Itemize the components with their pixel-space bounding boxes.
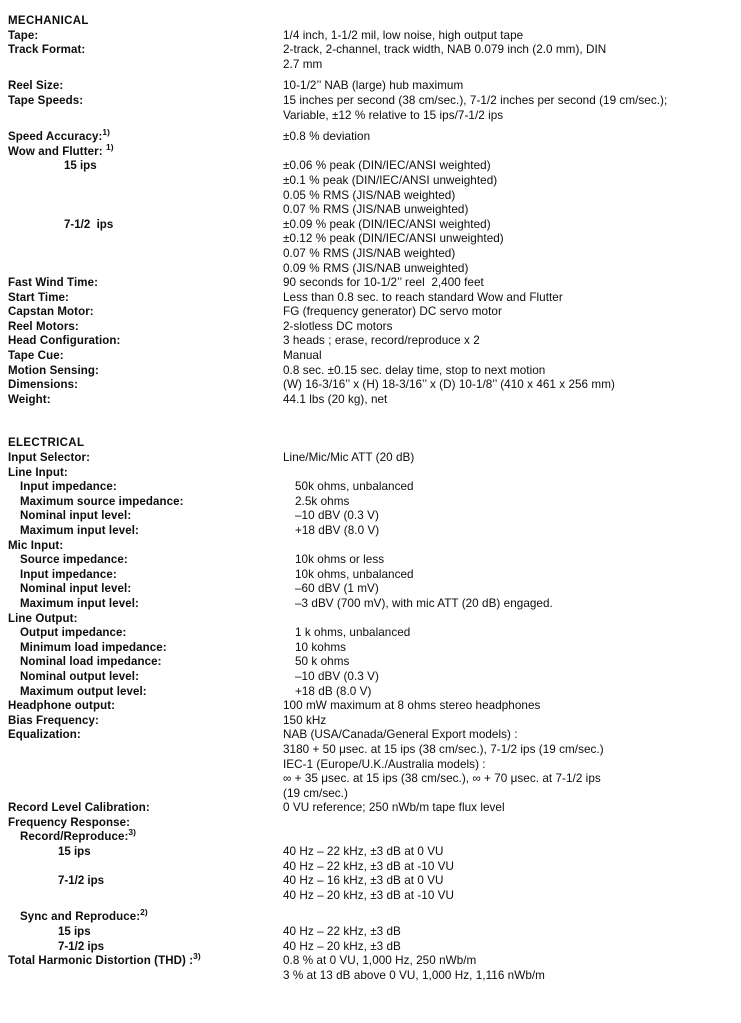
spec-row-speed bbox=[8, 159, 735, 217]
spec-row bbox=[8, 597, 735, 612]
spec-label: Minimum load impedance: bbox=[20, 641, 167, 654]
spacer bbox=[8, 407, 735, 436]
spec-row-speed bbox=[8, 218, 735, 276]
footnote-marker: 1) bbox=[105, 141, 114, 152]
spec-value: ±0.1 % peak (DIN/IEC/ANSI unweighted) bbox=[283, 173, 498, 187]
spec-values bbox=[295, 582, 735, 597]
spec-value: 2-slotless DC motors bbox=[283, 319, 393, 333]
spec-row bbox=[8, 626, 735, 641]
spec-row-group bbox=[8, 466, 735, 481]
spec-row bbox=[8, 685, 735, 700]
spec-values bbox=[283, 291, 735, 306]
spec-row bbox=[8, 364, 735, 379]
spec-row-equalization bbox=[8, 728, 735, 801]
spec-value: +18 dBV (8.0 V) bbox=[295, 524, 380, 537]
spec-value: 3180 + 50 μsec. at 15 ips (38 cm/sec.), 7-1/2 ips (19 cm/sec.) bbox=[283, 742, 604, 756]
spec-value: 40 Hz – 22 kHz, ±3 dB at 0 VU bbox=[283, 845, 444, 859]
spec-values bbox=[283, 364, 735, 379]
speed-label: 15 ips bbox=[58, 846, 91, 859]
section-mechanical bbox=[8, 14, 735, 407]
spec-value: ±0.06 % peak (DIN/IEC/ANSI weighted) bbox=[283, 159, 491, 173]
spec-values bbox=[283, 845, 735, 874]
spec-row-speed bbox=[8, 874, 735, 903]
spec-row bbox=[8, 641, 735, 656]
spec-label: Output impedance: bbox=[20, 627, 127, 640]
spec-row bbox=[8, 43, 735, 72]
spec-value: (W) 16-3/16’’ x (H) 18-3/16’’ x (D) 10-1/8’’ (410 x 461 x 256 mm) bbox=[283, 378, 615, 392]
spacer bbox=[8, 123, 735, 130]
spec-value: Less than 0.8 sec. to reach standard Wow and Flutter bbox=[283, 290, 563, 304]
spec-row bbox=[8, 276, 735, 291]
spec-values bbox=[283, 378, 735, 393]
spec-values bbox=[283, 218, 735, 276]
spec-row-speed bbox=[8, 845, 735, 874]
spec-row bbox=[8, 582, 735, 597]
spec-label-text: Speed Accuracy: bbox=[8, 131, 103, 144]
spec-value: +18 dB (8.0 V) bbox=[295, 684, 372, 698]
spec-row bbox=[8, 127, 735, 145]
spec-values bbox=[295, 553, 735, 568]
spec-label bbox=[8, 951, 283, 969]
spec-row bbox=[8, 553, 735, 568]
spec-row bbox=[8, 393, 735, 408]
spec-row-group bbox=[8, 539, 735, 554]
spec-label: Head Configuration: bbox=[8, 335, 121, 348]
spec-value: 2.5k ohms bbox=[295, 494, 350, 508]
spec-label: Input Selector: bbox=[8, 452, 91, 465]
section-heading-mechanical: MECHANICAL bbox=[8, 15, 89, 27]
spacer bbox=[8, 72, 735, 79]
spec-value: 2.7 mm bbox=[283, 57, 323, 71]
spec-value: 15 inches per second (38 cm/sec.), 7-1/2 inches per second (19 cm/sec.); bbox=[283, 93, 668, 107]
spec-value: 10-1/2’’ NAB (large) hub maximum bbox=[283, 79, 464, 93]
spec-row bbox=[8, 94, 735, 123]
spec-row bbox=[8, 334, 735, 349]
spec-value: ±0.09 % peak (DIN/IEC/ANSI weighted) bbox=[283, 217, 491, 231]
spec-value: 0.09 % RMS (JIS/NAB unweighted) bbox=[283, 261, 469, 275]
spec-value: 100 mW maximum at 8 ohms stereo headphones bbox=[283, 699, 541, 713]
spec-row bbox=[8, 29, 735, 44]
spec-row bbox=[8, 699, 735, 714]
spec-label-text: Wow and Flutter: bbox=[8, 145, 106, 158]
spec-values bbox=[283, 349, 735, 364]
spec-value: 90 seconds for 10-1/2’’ reel 2,400 feet bbox=[283, 276, 484, 290]
spec-value: 3 heads ; erase, record/reproduce x 2 bbox=[283, 334, 480, 348]
spec-row bbox=[8, 79, 735, 94]
footnote-marker: 3) bbox=[193, 951, 201, 962]
spec-values bbox=[295, 655, 735, 670]
speed-label: 7-1/2 ips bbox=[58, 875, 105, 888]
spec-row bbox=[8, 305, 735, 320]
spec-label: Fast Wind Time: bbox=[8, 277, 98, 290]
spec-label: Start Time: bbox=[8, 291, 69, 304]
spec-value: 10k ohms, unbalanced bbox=[295, 567, 414, 581]
spec-values bbox=[295, 480, 735, 495]
spec-value: –10 dBV (0.3 V) bbox=[295, 669, 379, 683]
spec-value: 10k ohms or less bbox=[295, 553, 385, 567]
spec-values bbox=[295, 626, 735, 641]
spec-values bbox=[283, 79, 735, 94]
spec-label bbox=[8, 127, 283, 145]
spec-label: Record Level Calibration: bbox=[8, 802, 150, 815]
spec-value: 0 VU reference; 250 nWb/m tape flux level bbox=[283, 801, 505, 815]
spec-values bbox=[283, 699, 735, 714]
footnote-marker: 1) bbox=[102, 127, 111, 138]
spec-label: Nominal input level: bbox=[20, 583, 132, 596]
spec-values bbox=[283, 276, 735, 291]
spec-value: ∞ + 35 μsec. at 15 ips (38 cm/sec.), ∞ + 70 μsec. at 7-1/2 ips bbox=[283, 772, 601, 786]
spec-value: 40 Hz – 22 kHz, ±3 dB at -10 VU bbox=[283, 859, 455, 873]
speed-label: 7-1/2 ips bbox=[64, 218, 114, 231]
spec-values bbox=[283, 29, 735, 44]
spec-value: 0.07 % RMS (JIS/NAB weighted) bbox=[283, 246, 456, 260]
spec-value: –60 dBV (1 mV) bbox=[295, 582, 379, 596]
spec-row bbox=[8, 495, 735, 510]
spacer bbox=[8, 903, 735, 910]
spec-value: 40 Hz – 20 kHz, ±3 dB bbox=[283, 939, 401, 953]
spec-label: Frequency Response: bbox=[8, 816, 131, 829]
spec-label: Tape Speeds: bbox=[8, 94, 84, 107]
spec-label: Nominal output level: bbox=[20, 670, 140, 683]
spec-value: 40 Hz – 16 kHz, ±3 dB at 0 VU bbox=[283, 874, 444, 888]
spec-row bbox=[8, 349, 735, 364]
spec-row bbox=[8, 524, 735, 539]
spec-value: 150 kHz bbox=[283, 713, 327, 727]
spec-label: Tape: bbox=[8, 29, 39, 42]
spec-values bbox=[283, 94, 735, 123]
spec-label: Bias Frequency: bbox=[8, 714, 99, 727]
spec-value: 50k ohms, unbalanced bbox=[295, 480, 414, 494]
spec-label: Nominal load impedance: bbox=[20, 656, 162, 669]
spec-value: 10 kohms bbox=[295, 640, 347, 654]
spec-label: Motion Sensing: bbox=[8, 364, 99, 377]
spec-label: Headphone output: bbox=[8, 700, 116, 713]
spec-label: Maximum source impedance: bbox=[20, 495, 184, 508]
spec-values bbox=[283, 43, 735, 72]
spec-label: Equalization: bbox=[8, 729, 81, 742]
spec-label-text: Sync and Reproduce: bbox=[20, 911, 141, 924]
spec-label: Source impedance: bbox=[20, 554, 128, 567]
spec-values bbox=[283, 334, 735, 349]
spec-row-thd bbox=[8, 951, 735, 983]
spec-row bbox=[8, 801, 735, 816]
spec-value: 2-track, 2-channel, track width, NAB 0.079 inch (2.0 mm), DIN bbox=[283, 43, 607, 57]
spec-values bbox=[283, 130, 735, 145]
spec-values bbox=[283, 320, 735, 335]
spec-label: Line Output: bbox=[8, 612, 78, 625]
spec-values bbox=[295, 509, 735, 524]
spec-label-text: Total Harmonic Distortion (THD) : bbox=[8, 955, 194, 968]
spec-value: 1 k ohms, unbalanced bbox=[295, 626, 411, 640]
spec-row-subgroup bbox=[8, 827, 735, 845]
spec-values bbox=[283, 874, 735, 903]
speed-label: 15 ips bbox=[64, 160, 97, 173]
spec-row bbox=[8, 480, 735, 495]
spec-value: Line/Mic/Mic ATT (20 dB) bbox=[283, 451, 415, 465]
spec-value: 0.05 % RMS (JIS/NAB weighted) bbox=[283, 188, 456, 202]
spec-value: ±0.12 % peak (DIN/IEC/ANSI unweighted) bbox=[283, 232, 504, 246]
spec-value: –10 dBV (0.3 V) bbox=[295, 509, 379, 523]
section-heading-electrical: ELECTRICAL bbox=[8, 437, 85, 450]
spec-label: Maximum output level: bbox=[20, 685, 147, 698]
spec-label: Track Format: bbox=[8, 44, 86, 57]
spec-label: Capstan Motor: bbox=[8, 306, 94, 319]
spec-row bbox=[8, 568, 735, 583]
spec-row bbox=[8, 655, 735, 670]
spec-row-speed bbox=[8, 940, 735, 955]
spec-values bbox=[295, 641, 735, 656]
spec-value: 40 Hz – 20 kHz, ±3 dB at -10 VU bbox=[283, 888, 455, 902]
spec-label: Maximum input level: bbox=[20, 525, 139, 537]
spec-value: Variable, ±12 % relative to 15 ips/7-1/2 ips bbox=[283, 108, 504, 122]
spec-value: (19 cm/sec.) bbox=[283, 786, 348, 800]
spec-row bbox=[8, 451, 735, 466]
spec-value: 0.8 sec. ±0.15 sec. delay time, stop to next motion bbox=[283, 363, 546, 377]
speed-label: 7-1/2 ips bbox=[58, 940, 105, 953]
spec-label: Maximum input level: bbox=[20, 597, 139, 610]
spec-values bbox=[283, 728, 735, 801]
spec-row-subgroup bbox=[8, 907, 735, 925]
spec-values bbox=[283, 801, 735, 816]
spec-value: 50 k ohms bbox=[295, 655, 350, 669]
spec-label: Input impedance: bbox=[20, 568, 117, 581]
spec-row-speed bbox=[8, 925, 735, 940]
spec-label bbox=[8, 827, 295, 845]
spec-values bbox=[283, 451, 735, 466]
spec-values bbox=[283, 954, 735, 983]
spec-row bbox=[8, 670, 735, 685]
spec-label: Input impedance: bbox=[20, 481, 117, 494]
spec-label: Weight: bbox=[8, 393, 51, 406]
spec-row bbox=[8, 509, 735, 524]
spec-values bbox=[283, 305, 735, 320]
spec-label-text: Record/Reproduce: bbox=[20, 831, 129, 844]
spec-values bbox=[295, 670, 735, 685]
spec-values bbox=[295, 495, 735, 510]
section-electrical bbox=[8, 436, 735, 983]
spec-values bbox=[283, 925, 735, 940]
spec-value: 44.1 lbs (20 kg), net bbox=[283, 392, 388, 406]
spec-value: IEC-1 (Europe/U.K./Australia models) : bbox=[283, 757, 486, 771]
spec-value: FG (frequency generator) DC servo motor bbox=[283, 305, 502, 319]
spec-value: –3 dBV (700 mV), with mic ATT (20 dB) engaged. bbox=[295, 596, 553, 610]
spec-row bbox=[8, 291, 735, 306]
spec-value: NAB (USA/Canada/General Export models) : bbox=[283, 728, 518, 742]
spec-value: 1/4 inch, 1-1/2 mil, low noise, high output tape bbox=[283, 28, 524, 42]
spec-label: Nominal input level: bbox=[20, 510, 132, 523]
spec-label: Dimensions: bbox=[8, 379, 79, 392]
spec-row-group bbox=[8, 816, 735, 831]
spec-values bbox=[295, 597, 735, 612]
spec-label: Reel Size: bbox=[8, 80, 64, 93]
spec-row bbox=[8, 714, 735, 729]
spec-label: Mic Input: bbox=[8, 539, 64, 552]
spec-label: Tape Cue: bbox=[8, 350, 64, 363]
spec-values bbox=[283, 940, 735, 955]
spec-values bbox=[295, 524, 735, 539]
spec-label: Reel Motors: bbox=[8, 320, 79, 333]
spec-value: ±0.8 % deviation bbox=[283, 130, 371, 144]
speed-label: 15 ips bbox=[58, 926, 91, 939]
spec-row bbox=[8, 320, 735, 335]
spec-values bbox=[283, 393, 735, 408]
spec-values bbox=[295, 685, 735, 700]
spec-row-group bbox=[8, 612, 735, 627]
spec-value: 0.07 % RMS (JIS/NAB unweighted) bbox=[283, 203, 469, 217]
spec-values bbox=[283, 159, 735, 217]
spec-values bbox=[283, 714, 735, 729]
spec-label bbox=[8, 141, 283, 160]
spec-label bbox=[8, 907, 295, 925]
spec-value: 3 % at 13 dB above 0 VU, 1,000 Hz, 1,116 nWb/m bbox=[283, 968, 545, 982]
spec-value: Manual bbox=[283, 349, 322, 363]
spec-label: Line Input: bbox=[8, 466, 68, 479]
spec-row bbox=[8, 378, 735, 393]
spec-value: 0.8 % at 0 VU, 1,000 Hz, 250 nWb/m bbox=[283, 954, 477, 968]
spec-value: 40 Hz – 22 kHz, ±3 dB bbox=[283, 925, 401, 939]
spec-row-wow-flutter bbox=[8, 141, 735, 160]
spec-values bbox=[295, 568, 735, 583]
footnote-marker: 2) bbox=[140, 907, 148, 918]
footnote-marker: 3) bbox=[128, 827, 137, 838]
